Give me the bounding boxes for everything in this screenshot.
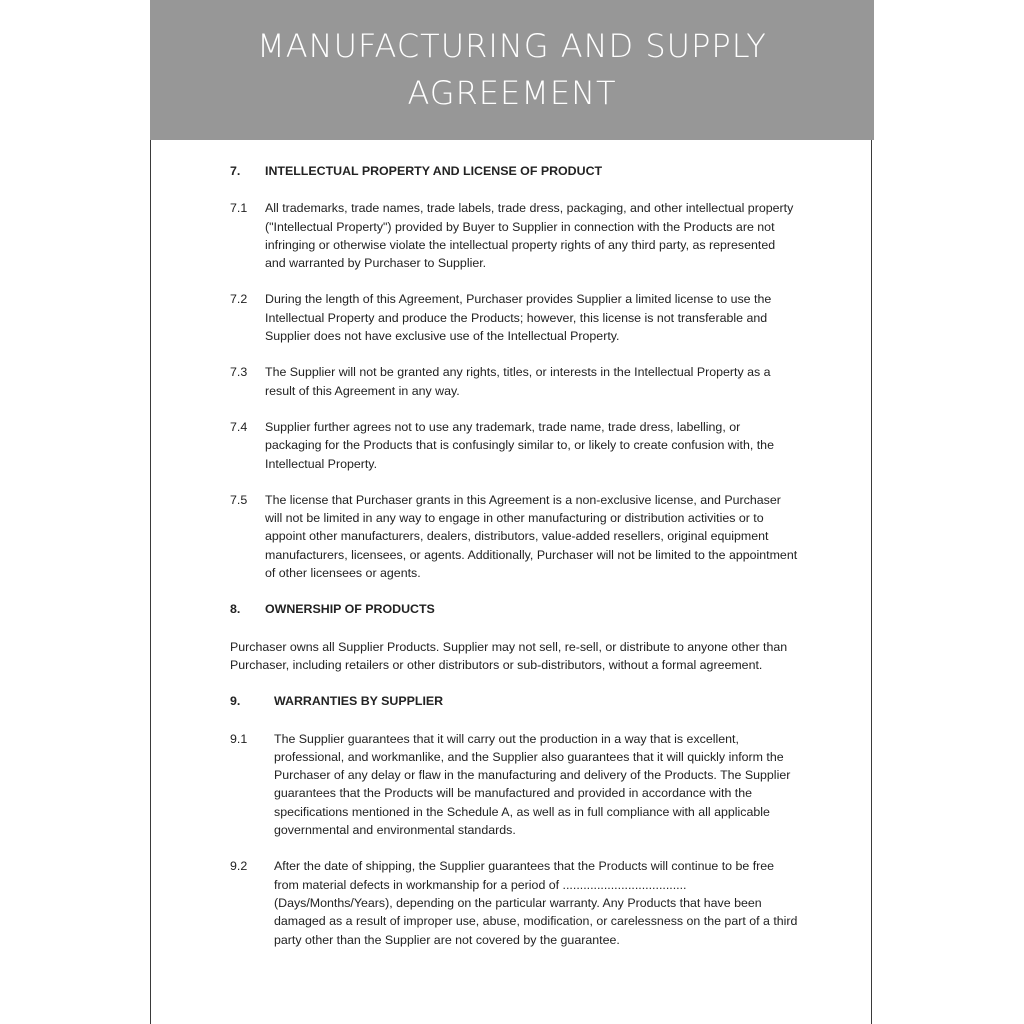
section-heading-8: [230, 600, 798, 618]
document-body: [230, 162, 798, 967]
clause-text: All trademarks, trade names, trade labels, trade dress, packaging, and other intellectual property ("Intellectual Property") provided by Buyer to Supplier in connection with the Products are not infringing or otherwise violate the intellectual property rights of any third party, as represented and warranted by Purchaser to Supplier.: [265, 201, 794, 271]
clause-7-4: [230, 418, 798, 473]
section-title: INTELLECTUAL PROPERTY AND LICENSE OF PRODUCT: [265, 164, 603, 178]
section-title: WARRANTIES BY SUPPLIER: [274, 694, 444, 709]
clause-9-1: [230, 730, 798, 840]
clause-number: 7.5: [230, 492, 248, 507]
clause-text: After the date of shipping, the Supplier guarantees that the Products will continue to be free from material defects in workmanship for a period of .................................... (Days/Months/Years), depending on the particular warranty. Any Products that have been damaged as a result of improper use, abuse, modification, or carelessness on the part of a third party other than the Supplier are not covered by the guarantee.: [274, 859, 798, 947]
clause-7-2: [230, 290, 798, 345]
clause-9-2: [230, 857, 798, 948]
clause-text: The Supplier will not be granted any rights, titles, or interests in the Intellectual Property as a result of this Agreement in any way.: [265, 365, 771, 398]
banner-title: MANUFACTURING AND SUPPLY AGREEMENT: [257, 27, 767, 112]
clause-7-1: [230, 199, 798, 272]
clause-text: During the length of this Agreement, Purchaser provides Supplier a limited license to use the Intellectual Property and produce the Products; however, this license is not transferable and Supplier does not have exclusive use of the Intellectual Property.: [265, 292, 772, 344]
clause-7-5: [230, 491, 798, 582]
section-title: OWNERSHIP OF PRODUCTS: [265, 602, 435, 617]
section-heading-7: [230, 162, 798, 180]
clause-text: The Supplier guarantees that it will carry out the production in a way that is excellent, professional, and workmanlike, and the Supplier also guarantees that it will quickly inform the Purchaser of any delay or flaw in the manufacturing and delivery of the Products. The Supplier guarantees that the Products will be manufactured and provided in accordance with the specifications mentioned in the Schedule A, as well as in full compliance with all applicable governmental and environmental standards.: [274, 731, 791, 838]
section-8-paragraph: Purchaser owns all Supplier Products. Supplier may not sell, re-sell, or distribute to anyone other than Purchaser, including retailers or other distributors or sub-distributors, without a formal agreement.: [230, 639, 788, 672]
clause-text: The license that Purchaser grants in this Agreement is a non-exclusive license, and Purchaser will not be limited in any way to engage in other manufacturing or distribution activities or to appoint other manufacturers, dealers, distributors, value-added resellers, original equipment manufacturers, licensees, or agents. Additionally, Purchaser will not be limited to the appointment of other licensees or agents.: [265, 492, 798, 581]
section-number: 7.: [230, 164, 241, 178]
section-number: 8.: [230, 602, 241, 617]
section-heading-9: [230, 692, 798, 710]
clause-number: 9.2: [230, 859, 248, 874]
clause-number: 7.1: [230, 201, 248, 216]
clause-text: Supplier further agrees not to use any trademark, trade name, trade dress, labelling, or packaging for the Products that is confusingly similar to, or likely to create confusion with, the Intellectual Property.: [265, 419, 774, 471]
clause-number: 7.3: [230, 365, 248, 380]
clause-7-3: [230, 363, 798, 400]
clause-number: 9.1: [230, 731, 248, 746]
clause-number: 7.2: [230, 292, 248, 307]
clause-number: 7.4: [230, 419, 248, 434]
section-number: 9.: [230, 694, 241, 709]
title-banner: [150, 0, 874, 140]
